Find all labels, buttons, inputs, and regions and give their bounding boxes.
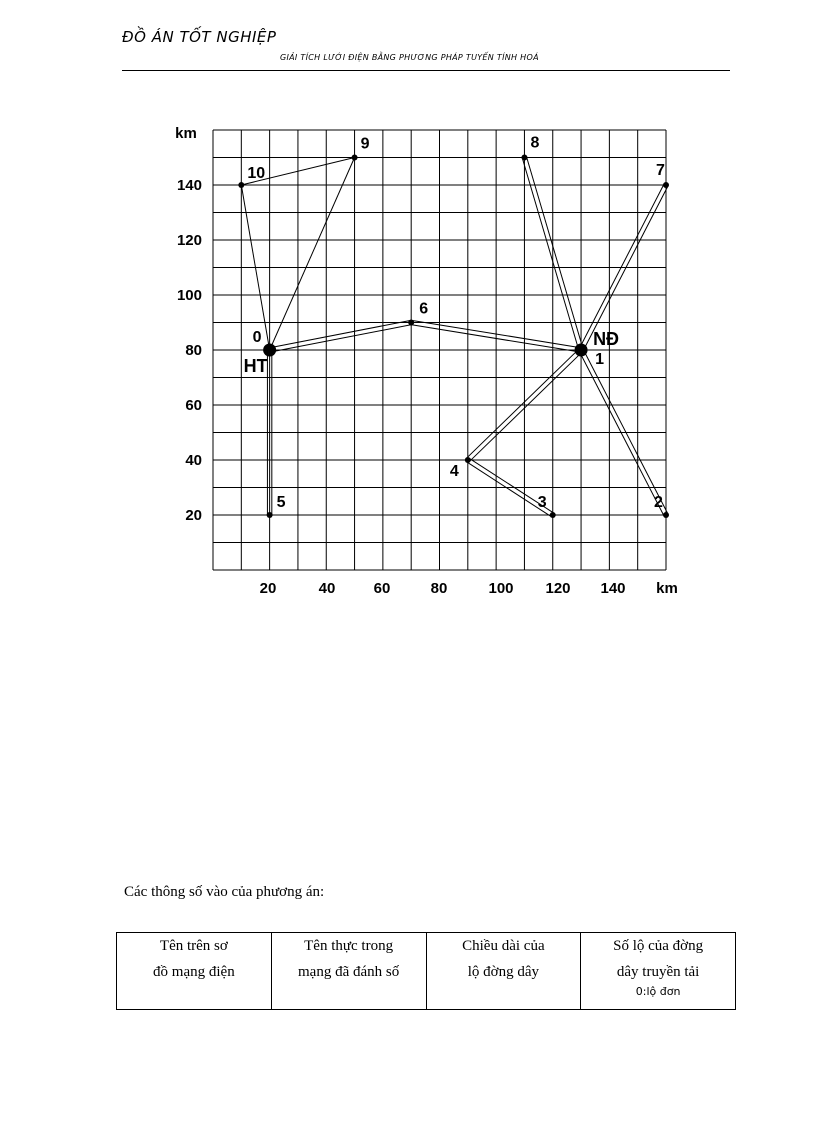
y-tick-label: 80 [185,342,202,359]
station-label: HT [243,356,268,376]
line-segment-double [466,348,579,458]
node-label: 7 [656,162,665,179]
x-axis-label: km [656,580,678,597]
node-label: 3 [537,494,547,511]
header-line: Tên trên sơ [159,938,228,954]
header-line: mạng đã đánh số [298,964,400,980]
line-segment-double [583,186,668,351]
x-tick-label: 20 [259,580,277,597]
table-header-cell [581,933,736,1010]
table-header-cell [271,933,426,1010]
chart-labels [175,125,678,597]
y-tick-label: 60 [185,397,202,414]
header-line: lộ đờng dây [467,964,539,980]
y-tick-label: 40 [185,452,202,469]
load-node [550,512,556,518]
table-header-cell [426,933,581,1010]
line-segment-double [583,349,668,514]
y-tick-label: 100 [176,287,202,304]
load-node [352,155,358,161]
line-segment-double [469,352,582,462]
y-tick-label: 140 [176,177,202,194]
station-node [575,344,588,357]
load-node [267,512,273,518]
header-line: dây truyền tải [616,964,700,980]
line-segment-double [579,184,664,349]
parameters-intro: Các thông số vào của phương án: [124,884,325,900]
node-label: 8 [530,134,540,152]
document-title: ĐỒ ÁN TỐT NGHIỆP [122,28,277,46]
x-tick-label: 40 [318,580,336,597]
load-node [663,182,669,188]
load-node [238,182,244,188]
node-label: 2 [654,494,663,511]
y-tick-label: 120 [176,232,202,249]
header-line: Chiều dài của [462,938,545,954]
node-label: 5 [276,494,286,511]
header-line: đồ mạng điện [153,964,235,980]
header-note: 0:lộ đơn [635,985,681,998]
line-segment-double [270,325,412,353]
load-node [408,320,414,326]
document-subtitle: GIẢI TÍCH LƯỚI ĐIỆN BẰNG PHƯƠNG PHÁP TUYẾN TÍNH HOÁ [280,53,539,62]
table-header-cell [117,933,272,1010]
header-line: Tên thực trong [304,938,394,954]
table-header-row [117,933,736,1010]
header-line: Số lộ của đờng [613,938,704,954]
node-label: 9 [360,135,370,153]
load-node [521,155,527,161]
load-node [465,457,471,463]
node-label: 4 [449,463,459,480]
line-segment-double [269,320,411,348]
x-tick-label: 80 [430,580,448,597]
line-segment-double [522,158,579,351]
node-label: 10 [247,165,266,182]
x-tick-label: 100 [488,580,514,597]
x-tick-label: 120 [545,580,571,597]
station-node [263,344,276,357]
station-label: NĐ [593,329,620,349]
x-tick-label: 140 [600,580,626,597]
line-segment-double [527,157,584,349]
node-label: 1 [595,351,604,368]
line-segment-single [270,158,355,351]
y-tick-label: 20 [185,507,202,524]
line-segment-double [579,351,664,516]
node-label: 6 [419,300,429,318]
y-axis-label: km [175,125,197,142]
node-label: 0 [252,329,262,346]
parameters-table [116,932,736,1010]
load-node [663,512,669,518]
x-tick-label: 60 [373,580,391,597]
